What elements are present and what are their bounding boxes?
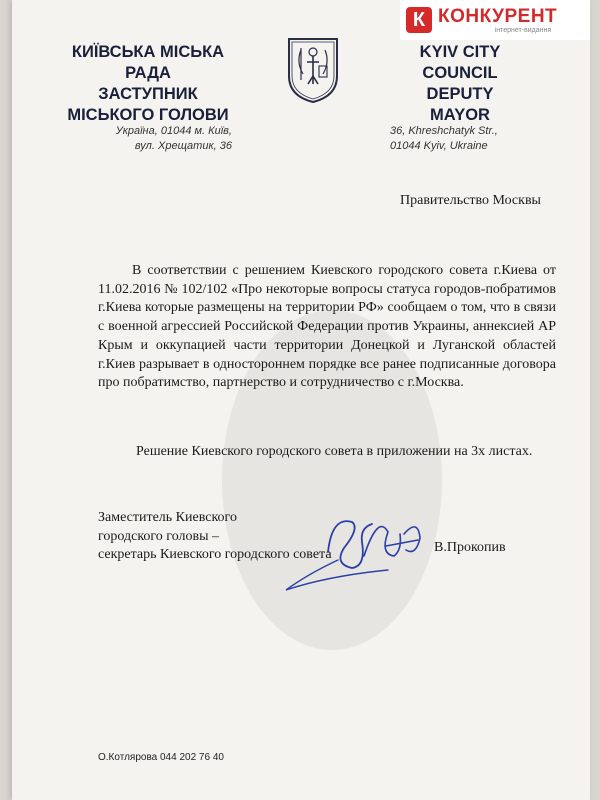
address-line: 36, Khreshchatyk Str.,: [390, 125, 498, 137]
kyiv-archangel-crest-icon: [286, 36, 340, 104]
address-line: 01044 Kyiv, Ukraine: [390, 140, 488, 152]
letterhead-ukrainian: [48, 42, 248, 126]
konkurent-watermark: [400, 0, 590, 40]
address-line: Україна, 01044 м. Київ,: [115, 125, 232, 137]
address-ukrainian: [112, 124, 232, 154]
signer-title-line: городского головы –: [98, 528, 220, 544]
attachment-note: Решение Киевского городского совета в приложении на 3х листах.: [136, 444, 533, 459]
handwritten-signature: [268, 494, 448, 604]
signer-title-line: Заместитель Киевского: [98, 510, 237, 525]
letterhead-english: [380, 42, 540, 126]
letterhead-line: MAYOR: [430, 106, 490, 124]
letterhead-line: DEPUTY: [426, 85, 494, 103]
letter-page: [12, 0, 590, 800]
letterhead-line: КИЇВСЬКА МІСЬКА РАДА: [71, 43, 225, 82]
letterhead-line: KYIV CITY COUNCIL: [419, 43, 501, 82]
executor-contact: О.Котлярова 044 202 76 40: [98, 752, 224, 763]
watermark-subtitle: інтернет-видання: [494, 26, 552, 34]
letterhead-line: ЗАСТУПНИК: [98, 85, 198, 103]
address-english: [390, 124, 540, 154]
address-line: вул. Хрещатик, 36: [134, 140, 232, 152]
watermark-name: КОНКУРЕНТ: [438, 5, 558, 27]
addressee: Правительство Москвы: [400, 193, 541, 208]
signer-name: В.Прокопив: [434, 540, 506, 555]
letter-body: В соответствии с решением Киевского городского совета г.Киева от 11.02.2016 № 102/102 «Про некоторые вопросы статуса городов-побратимов г.Киева которые размещены на территории РФ» сообщаем о том, что в связи с военной агрессией Российской Федерации против Украины, аннексией АР Крым и оккупацией части территории Донецкой и Луганской областей г.Киев разрывает в одностороннем порядке все ранее подписанные договора про побратимство, партнерство и сотрудничество с г.Москва.: [98, 263, 556, 391]
letterhead-line: МІСЬКОГО ГОЛОВИ: [67, 106, 229, 124]
signer-title-line: секретарь Киевского городского совета: [98, 547, 332, 563]
konkurent-logo-icon: К: [406, 7, 432, 33]
